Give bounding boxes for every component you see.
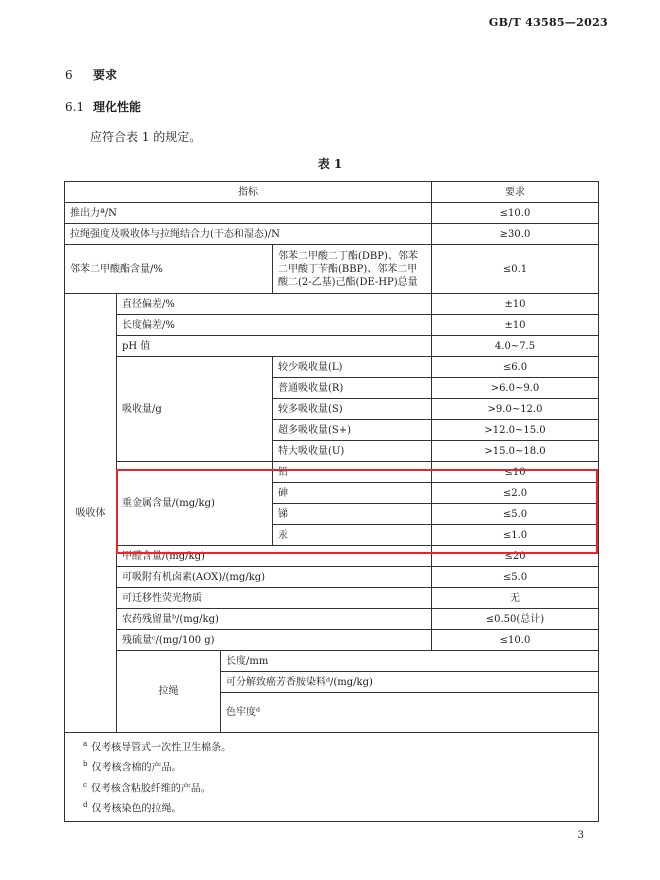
- row-label: 超多吸收量(S+): [273, 420, 432, 441]
- table-row: [65, 609, 599, 630]
- row-value: >12.0~15.0: [432, 420, 599, 441]
- header-requirement: 要求: [432, 182, 599, 203]
- intro-paragraph: 应符合表 1 的规定。: [90, 130, 202, 144]
- row-label: 较少吸收量(L): [273, 357, 432, 378]
- row-value: ≤10.0: [432, 203, 599, 224]
- table-row: [65, 294, 599, 315]
- row-value: ≤5.0: [432, 504, 599, 525]
- requirements-table: [64, 181, 599, 822]
- row-label: 锑: [273, 504, 432, 525]
- section-title: 要求: [93, 68, 118, 82]
- heavy-metal-label: 重金属含量/(mg/kg): [117, 462, 273, 546]
- row-detail: 邻苯二甲酸二丁酯(DBP)、邻苯二甲酸丁苄酯(BBP)、邻苯二甲酸二(2-乙基)己酯(DE-HP)总量: [273, 245, 432, 294]
- table-row: [65, 245, 599, 294]
- row-label: 可吸附有机卤素(AOX)/(mg/kg): [117, 567, 432, 588]
- footnote-text: 仅考核含棉的产品。: [91, 762, 182, 774]
- row-label: 长度偏差/%: [117, 315, 432, 336]
- row-value: ≤10.0: [432, 630, 599, 651]
- row-label: 可分解致癌芳香胺染料ᵈ/(mg/kg): [221, 672, 599, 693]
- notes-row: [65, 733, 599, 822]
- row-value: ≤2.0: [432, 483, 599, 504]
- row-value: >6.0~9.0: [432, 378, 599, 399]
- row-label: 色牢度ᵈ: [221, 693, 599, 733]
- row-label: 砷: [273, 483, 432, 504]
- table-row: [65, 588, 599, 609]
- footnote-text: 仅考核导管式一次性卫生棉条。: [91, 742, 232, 754]
- table-row: [65, 462, 599, 483]
- group-label-string: 拉绳: [117, 651, 221, 733]
- table-header-row: [65, 182, 599, 203]
- page-number: 3: [577, 830, 584, 841]
- row-value: ≤1.0: [432, 525, 599, 546]
- row-label: 汞: [273, 525, 432, 546]
- row-label: 长度/mm: [221, 651, 599, 672]
- row-label: 特大吸收量(U): [273, 441, 432, 462]
- row-label: 较多吸收量(S): [273, 399, 432, 420]
- table-row: [65, 357, 599, 378]
- table-row: [65, 224, 599, 245]
- table-row: [65, 630, 599, 651]
- row-value: ±10: [432, 315, 599, 336]
- footnote: [83, 756, 598, 776]
- footnote-text: 仅考核染色的拉绳。: [91, 803, 182, 815]
- row-label: 甲醛含量/(mg/kg): [117, 546, 432, 567]
- subsection-number: 6.1: [65, 100, 85, 114]
- row-value: ≤5.0: [432, 567, 599, 588]
- row-label: 推出力ª/N: [65, 203, 432, 224]
- row-value: ≤0.1: [432, 245, 599, 294]
- table-row: [65, 546, 599, 567]
- standard-number: GB/T 43585—2023: [488, 16, 608, 29]
- row-label: pH 值: [117, 336, 432, 357]
- footnote-text: 仅考核含粘胶纤维的产品。: [90, 782, 211, 794]
- row-value: >15.0~18.0: [432, 441, 599, 462]
- row-value: ≤10: [432, 462, 599, 483]
- row-value: 无: [432, 588, 599, 609]
- group-label-absorbent: 吸收体: [65, 294, 117, 733]
- section-number: 6: [65, 68, 73, 82]
- footnote: [83, 797, 598, 817]
- row-label: 拉绳强度及吸收体与拉绳结合力(干态和湿态)/N: [65, 224, 432, 245]
- table-row: [65, 203, 599, 224]
- table-row: [65, 315, 599, 336]
- row-label: 铅: [273, 462, 432, 483]
- subsection-heading: [65, 98, 141, 115]
- absorption-label: 吸收量/g: [117, 357, 273, 462]
- row-label: 农药残留量ᵇ/(mg/kg): [117, 609, 432, 630]
- row-label: 可迁移性荧光物质: [117, 588, 432, 609]
- header-indicator: 指标: [65, 182, 432, 203]
- table-caption: 表 1: [317, 157, 343, 171]
- footnote-mark: c: [83, 780, 87, 789]
- footnote: [83, 777, 598, 797]
- row-label: 邻苯二甲酸酯含量/%: [65, 245, 273, 294]
- footnote-mark: d: [83, 800, 88, 809]
- row-value: >9.0~12.0: [432, 399, 599, 420]
- row-value: ≤6.0: [432, 357, 599, 378]
- row-value: ≤0.50(总计): [432, 609, 599, 630]
- row-label: 普通吸收量(R): [273, 378, 432, 399]
- section-heading: [65, 66, 117, 83]
- footnote: [83, 736, 598, 756]
- row-label: 直径偏差/%: [117, 294, 432, 315]
- row-label: 残硫量ᶜ/(mg/100 g): [117, 630, 432, 651]
- table-row: [65, 651, 599, 672]
- table-row: [65, 567, 599, 588]
- footnote-mark: b: [83, 760, 88, 769]
- row-value: ≤20: [432, 546, 599, 567]
- row-value: 4.0~7.5: [432, 336, 599, 357]
- footnote-mark: a: [83, 740, 88, 748]
- table-row: [65, 336, 599, 357]
- row-value: ±10: [432, 294, 599, 315]
- subsection-title: 理化性能: [93, 100, 142, 114]
- row-value: ≥30.0: [432, 224, 599, 245]
- table-notes: [65, 733, 599, 822]
